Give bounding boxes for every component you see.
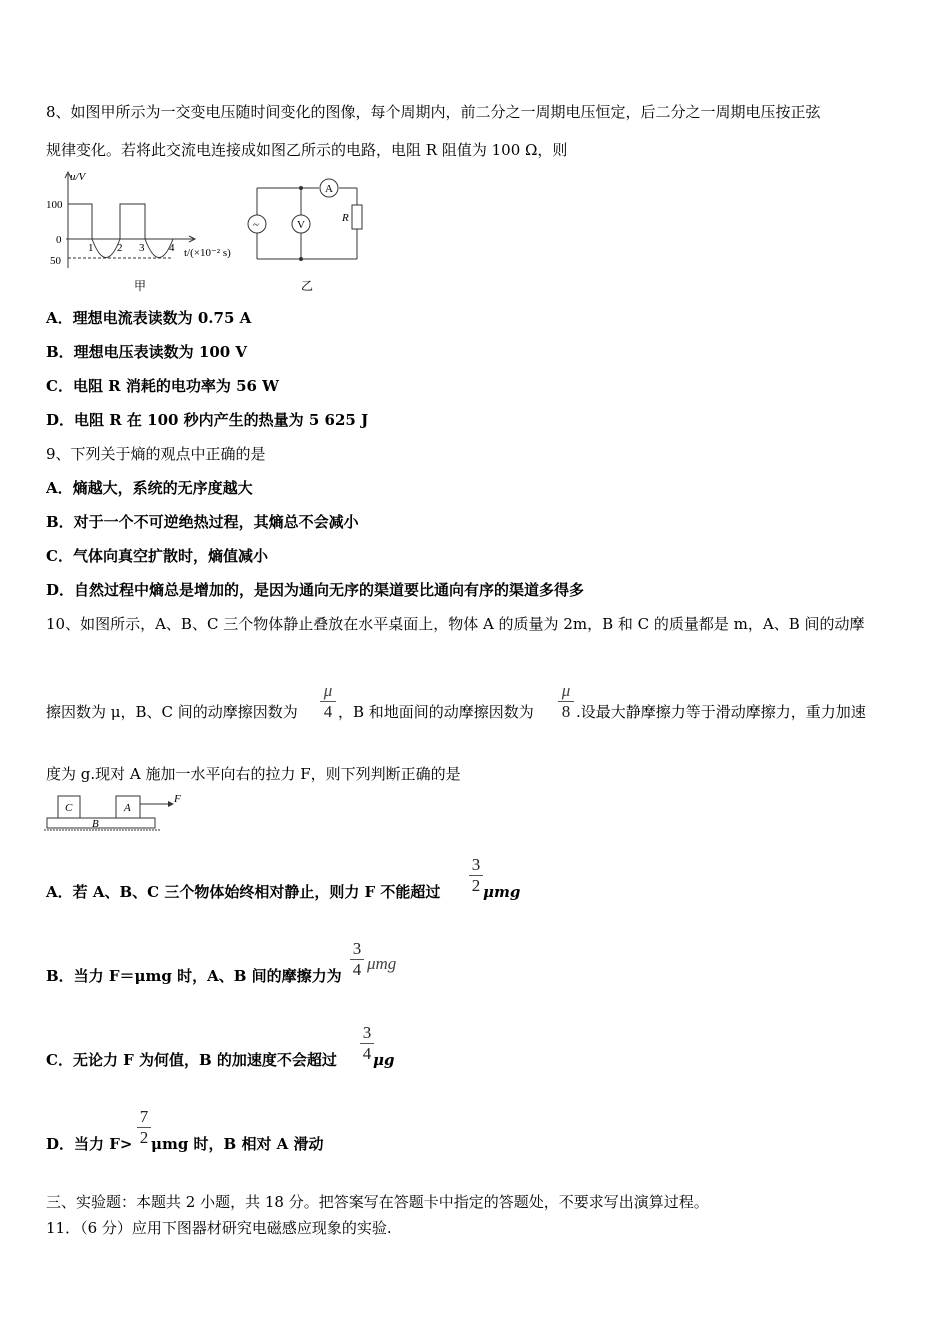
q8-option-a: A．理想电流表读数为 0.75 A bbox=[46, 309, 252, 327]
q10-option-b-tail: μmg bbox=[367, 954, 397, 973]
q8-stem-line1: 8、如图甲所示为一交变电压随时间变化的图像，每个周期内，前二分之一周期电压恒定，后二分之一周期电压按正弦 bbox=[46, 103, 821, 121]
optB-den: 4 bbox=[352, 960, 362, 979]
q10-option-d-fraction bbox=[137, 1108, 151, 1147]
q8-stem-line2: 规律变化。若将此交流电连接成如图乙所示的电路，电阻 R 阻值为 100 Ω，则 bbox=[46, 141, 568, 159]
block-b-label: B bbox=[92, 818, 99, 830]
force-label: F bbox=[174, 793, 181, 805]
q10-option-c-fraction bbox=[360, 1024, 374, 1063]
source-label: ~ bbox=[253, 219, 259, 231]
q9-stem: 9、下列关于熵的观点中正确的是 bbox=[46, 445, 266, 463]
jia-ylabel: u/V bbox=[70, 171, 86, 183]
voltmeter-label: V bbox=[297, 219, 305, 231]
q10-stem-line2a: 擦因数为 μ，B、C 间的动摩擦因数为 bbox=[46, 703, 298, 721]
q9-option-d: D．自然过程中熵总是增加的，是因为通向无序的渠道要比通向有序的渠道多得多 bbox=[46, 581, 585, 599]
q9-option-a: A．熵越大，系统的无序度越大 bbox=[46, 479, 253, 497]
q10-option-d: D．当力 F> bbox=[46, 1135, 133, 1153]
jia-tick-2: 2 bbox=[117, 242, 123, 254]
q10-option-a-text: A．若 A、B、C 三个物体始终相对静止，则力 F 不能超过 bbox=[46, 883, 441, 901]
ammeter-label: A bbox=[325, 183, 333, 195]
section-3-heading: 三、实验题：本题共 2 小题，共 18 分。把答案写在答题卡中指定的答题处，不要求写出演算过程。 bbox=[46, 1193, 709, 1211]
frac2-num: μ bbox=[561, 681, 571, 700]
jia-xlabel: t/(×10⁻² s) bbox=[184, 247, 231, 259]
frac1-den: 4 bbox=[323, 702, 333, 721]
q8-option-b: B．理想电压表读数为 100 V bbox=[46, 343, 248, 361]
q10-option-c: C．无论力 F 为何值，B 的加速度不会超过 bbox=[46, 1051, 337, 1069]
q10-option-a-fraction bbox=[469, 856, 483, 895]
q8-option-d: D．电阻 R 在 100 秒内产生的热量为 5 625 J bbox=[46, 411, 369, 429]
q10-stem-line2c: .设最大静摩擦力等于滑动摩擦力，重力加速 bbox=[576, 703, 866, 721]
q8-option-c: C．电阻 R 消耗的电功率为 56 W bbox=[46, 377, 280, 395]
q10-option-d-tail: μmg 时，B 相对 A 滑动 bbox=[151, 1135, 324, 1153]
jia-y-50: 50 bbox=[50, 255, 61, 267]
block-a-label: A bbox=[124, 802, 131, 814]
yi-caption: 乙 bbox=[301, 279, 314, 293]
optC-num: 3 bbox=[362, 1023, 372, 1042]
jia-tick-4: 4 bbox=[169, 242, 175, 254]
q10-option-c-tail: μg bbox=[373, 1051, 395, 1069]
q11-stem: 11．（6 分）应用下图器材研究电磁感应现象的实验. bbox=[46, 1219, 392, 1237]
optB-num: 3 bbox=[352, 939, 362, 958]
resistor-label: R bbox=[342, 212, 349, 224]
optD-den: 2 bbox=[139, 1128, 149, 1147]
q10-option-a-tail: μmg bbox=[483, 883, 521, 901]
optC-den: 4 bbox=[362, 1044, 372, 1063]
q10-stem-line2b: ，B 和地面间的动摩擦因数为 bbox=[338, 703, 534, 721]
q10-fraction-mu-8 bbox=[558, 682, 574, 721]
block-c-label: C bbox=[65, 802, 73, 814]
q10-option-b-fraction bbox=[350, 940, 364, 979]
jia-tick-1: 1 bbox=[88, 242, 94, 254]
q10-option-b: B．当力 F＝μmg 时，A、B 间的摩擦力为 bbox=[46, 967, 342, 985]
q9-option-b: B．对于一个不可逆绝热过程，其熵总不会减小 bbox=[46, 513, 359, 531]
frac2-den: 8 bbox=[561, 702, 571, 721]
jia-y-0: 0 bbox=[56, 234, 62, 246]
figure-blocks bbox=[44, 790, 194, 838]
q10-stem-line1: 10、如图所示，A、B、C 三个物体静止叠放在水平桌面上，物体 A 的质量为 2m，B 和 C 的质量都是 m，A、B 间的动摩 bbox=[46, 615, 865, 633]
optA-num: 3 bbox=[471, 855, 481, 874]
optA-den: 2 bbox=[471, 876, 481, 895]
q10-fraction-mu-4 bbox=[320, 682, 336, 721]
q10-stem-line3: 度为 g.现对 A 施加一水平向右的拉力 F，则下列判断正确的是 bbox=[46, 765, 461, 783]
jia-caption: 甲 bbox=[134, 279, 147, 293]
jia-y-100: 100 bbox=[46, 199, 63, 211]
jia-tick-3: 3 bbox=[139, 242, 145, 254]
figure-yi-circuit bbox=[244, 172, 372, 296]
figure-jia-voltage-graph bbox=[44, 168, 254, 296]
q10-option-a bbox=[46, 882, 440, 902]
frac1-num: μ bbox=[323, 681, 333, 700]
q9-option-c: C．气体向真空扩散时，熵值减小 bbox=[46, 547, 268, 565]
optD-num: 7 bbox=[139, 1107, 149, 1126]
